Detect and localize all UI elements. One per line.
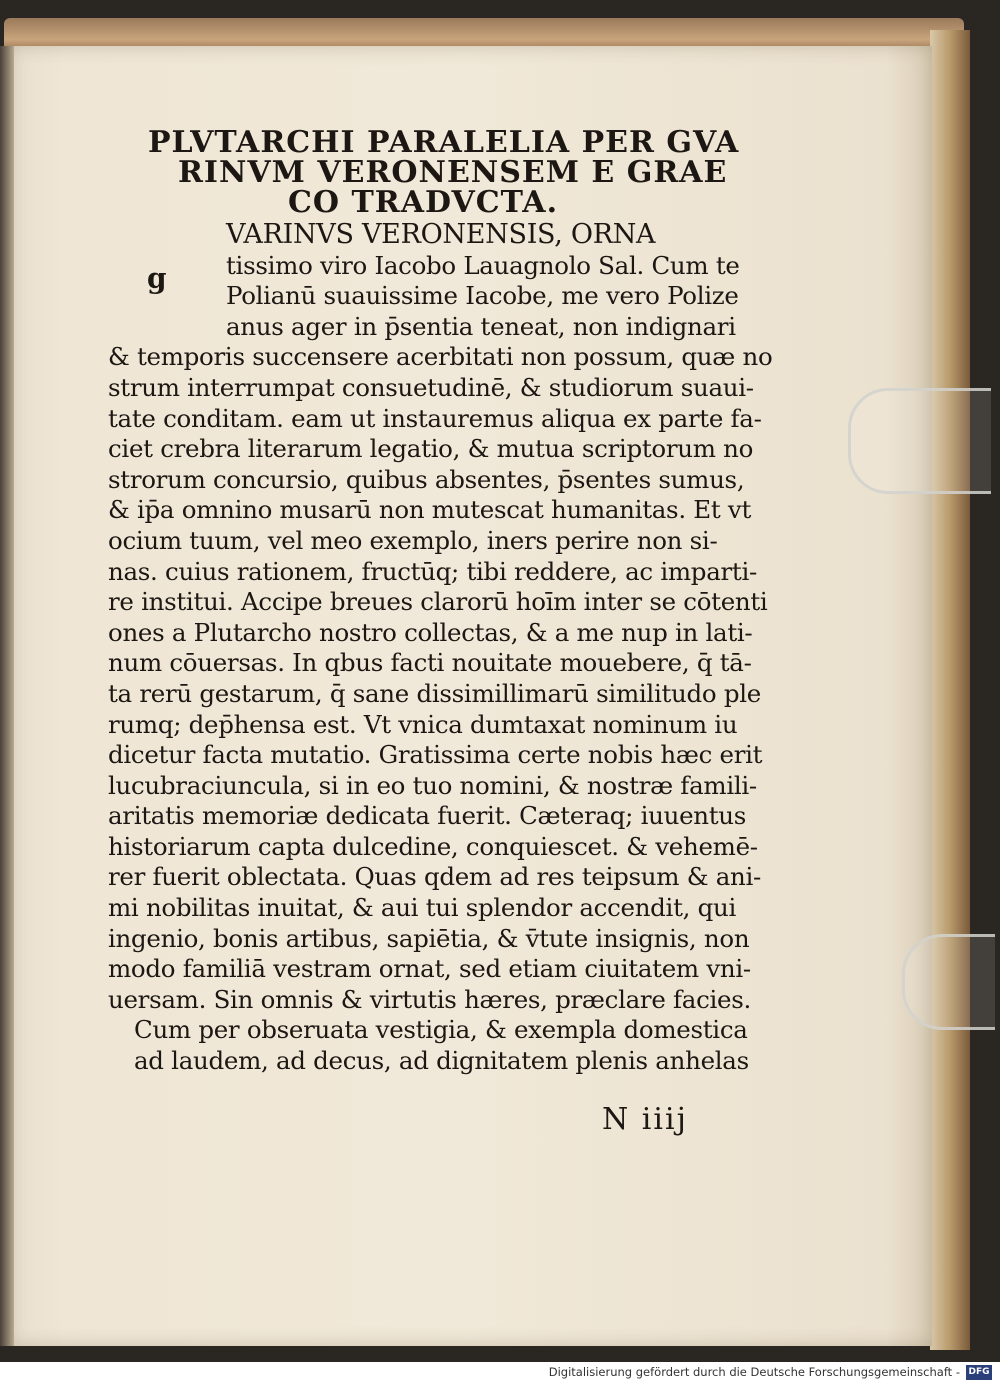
text-line: nas. cuius rationem, fructūq; tibi reddere, ac imparti- xyxy=(108,556,757,586)
text-line: strum interrumpat consuetudinē, & studiorum suaui- xyxy=(108,372,754,402)
signature-mark: N iiij xyxy=(602,1102,688,1137)
text-line: ones a Plutarcho nostro collectas, & a me nup in lati- xyxy=(108,617,753,647)
text-line: lucubraciuncula, si in eo tuo nomini, & nostræ famili- xyxy=(108,770,757,800)
text-line: ingenio, bonis artibus, sapiētia, & v̄tute insignis, non xyxy=(108,923,750,953)
text-line: uersam. Sin omnis & virtutis hæres, præclare facies. xyxy=(108,984,752,1014)
text-line: rumq; dep̄hensa est. Vt vnica dumtaxat nominum iu xyxy=(108,709,738,739)
text-line: Polianū suauissime Iacobe, me vero Polize xyxy=(226,281,739,311)
text-line: tissimo viro Iacobo Lauagnolo Sal. Cum te xyxy=(226,250,740,280)
text-line: & ip̄a omnino musarū non mutescat humanitas. Et vt xyxy=(108,495,751,525)
page-holder-clip-upper xyxy=(848,388,991,494)
text-line: aritatis memoriæ dedicata fuerit. Cæteraq; iuuentus xyxy=(108,801,747,831)
text-line: ciet crebra literarum legatio, & mutua scriptorum no xyxy=(108,434,754,464)
guide-letter: g xyxy=(147,262,167,295)
text-line: modo familiā vestram ornat, sed etiam ciuitatem vni- xyxy=(108,954,751,984)
heading-line: RINVM VERONENSEM E GRAE xyxy=(178,155,728,190)
text-line: anus ager in p̄sentia teneat, non indignari xyxy=(226,311,736,341)
text-line: Cum per obseruata vestigia, & exempla domestica xyxy=(134,1015,748,1045)
text-line: VARINVS VERONENSIS, ORNA xyxy=(226,219,656,250)
text-line: & temporis succensere acerbitati non possum, quæ no xyxy=(108,342,773,372)
text-line: re institui. Accipe breues clarorū hoīm inter se cōtenti xyxy=(108,587,768,617)
text-line: ocium tuum, vel meo exemplo, iners perire non si- xyxy=(108,525,718,555)
text-line: strorum concursio, quibus absentes, p̄sentes sumus, xyxy=(108,464,745,494)
text-line: tate conditam. eam ut instauremus aliqua ex parte fa- xyxy=(108,403,762,433)
dfg-logo[interactable]: DFG xyxy=(966,1365,992,1380)
page-gutter-shadow xyxy=(0,46,14,1346)
text-line: ta rerū gestarum, q̄ sane dissimillimarū similitudo ple xyxy=(108,678,761,708)
heading-line: PLVTARCHI PARALELIA PER GVA xyxy=(148,125,740,160)
text-line: historiarum capta dulcedine, conquiescet. & vehemē- xyxy=(108,831,758,861)
footer-credit: Digitalisierung gefördert durch die Deutsche Forschungsgemeinschaft - xyxy=(548,1365,960,1379)
text-line: num cōuersas. In qbus facti nouitate mouebere, q̄ tā- xyxy=(108,648,752,678)
text-line: ad laudem, ad decus, ad dignitatem plenis anhelas xyxy=(134,1046,749,1076)
book-fore-edge xyxy=(930,30,970,1350)
page-holder-clip-lower xyxy=(902,934,995,1030)
footer-bar xyxy=(0,1362,1000,1385)
heading-line: CO TRADVCTA. xyxy=(288,185,559,220)
page-text-block xyxy=(108,125,773,1077)
text-line: rer fuerit oblectata. Quas qdem ad res teipsum & ani- xyxy=(108,862,762,892)
text-line: mi nobilitas inuitat, & aui tui splendor accendit, qui xyxy=(108,893,737,923)
text-line: dicetur facta mutatio. Gratissima certe nobis hæc erit xyxy=(108,740,763,770)
